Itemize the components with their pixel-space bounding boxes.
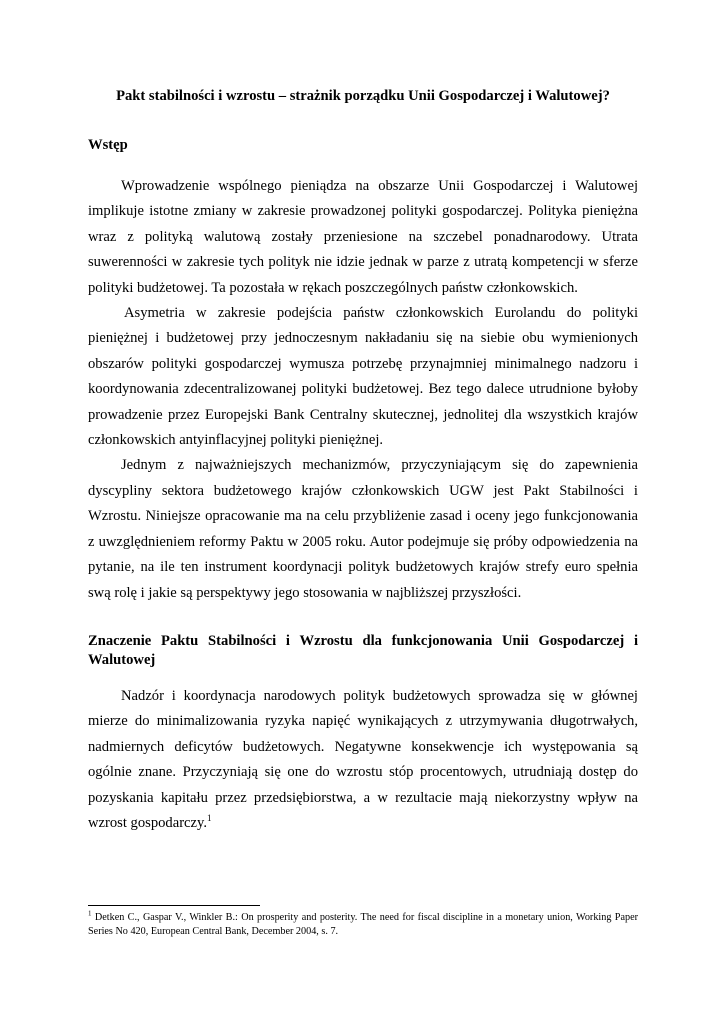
section-heading-introduction: Wstęp: [88, 137, 128, 153]
paragraph-text: Nadzór i koordynacja narodowych polityk budżetowych sprowadza się w głównej mierze do minimalizowania ryzyka napięć wynikających z utrzymywania długotrwałych, nadmiernych deficytów budżetowych. Negatywne konsekwencje ich występowania są ogólnie znane. Przyczyniają się one do wzrostu stóp procentowych, utrudniają dostęp do pozyskania kapitału przez przedsiębiorstwa, a w rezultacie mają niekorzystny wpływ na wzrost gospodarczy.: [88, 688, 638, 832]
paragraph: [88, 684, 638, 836]
paragraph: Jednym z najważniejszych mechanizmów, przyczyniającym się do zapewnienia dyscypliny sektora budżetowego krajów członkowskich UGW jest Pakt Stabilności i Wzrostu. Niniejsze opracowanie ma na celu przybliżenie zasad i oceny jego funkcjonowania z uwzględnieniem reformy Paktu w 2005 roku. Autor podejmuje się próby odpowiedzenia na pytanie, na ile ten instrument koordynacji polityk budżetowych krajów strefy euro spełnia swą rolę i jakie są perspektywy jego stosowania w najbliższej przyszłości.: [88, 457, 638, 601]
paragraph: Asymetria w zakresie podejścia państw członkowskich Eurolandu do polityki pieniężnej i budżetowej przy jednoczesnym nakładaniu się na siebie obu wymienionych obszarów polityki gospodarczej wymusza potrzebę przynajmniej minimalnego nadzoru i koordynowania zdecentralizowanej polityki budżetowej. Bez tego dalece utrudnione byłoby prowadzenie przez Europejski Bank Centralny skutecznej, jednolitej dla wszystkich krajów członkowskich antyinflacyjnej polityki pieniężnej.: [88, 305, 638, 449]
document-title: Pakt stabilności i wzrostu – strażnik porządku Unii Gospodarczej i Walutowej?: [116, 88, 610, 104]
section-heading-significance: Znaczenie Paktu Stabilności i Wzrostu dla funkcjonowania Unii Gospodarczej i Walutowej: [88, 633, 638, 668]
footnote-reference: 1: [207, 813, 212, 824]
section-introduction-body: [88, 174, 638, 606]
paragraph: Wprowadzenie wspólnego pieniądza na obszarze Unii Gospodarczej i Walutowej implikuje istotne zmiany w zakresie prowadzonej polityki gospodarczej. Polityka pieniężna wraz z polityką walutową zostały przeniesione na szczebel ponadnarodowy. Utrata suwerenności w zakresie tych polityk nie idzie jednak w parze z utratą kompetencji w sferze polityki budżetowej. Ta pozostała w rękach poszczególnych państw członkowskich.: [88, 178, 638, 296]
section-significance-body: [88, 684, 638, 836]
footnote-separator: [88, 905, 260, 906]
footnote-text: Detken C., Gaspar V., Winkler B.: On prosperity and posterity. The need for fiscal discipline in a monetary union, Working Paper Series No 420, European Central Bank, December 2004, s. 7.: [88, 912, 639, 937]
footnote: [88, 911, 638, 939]
footnote-number: 1: [88, 909, 92, 918]
